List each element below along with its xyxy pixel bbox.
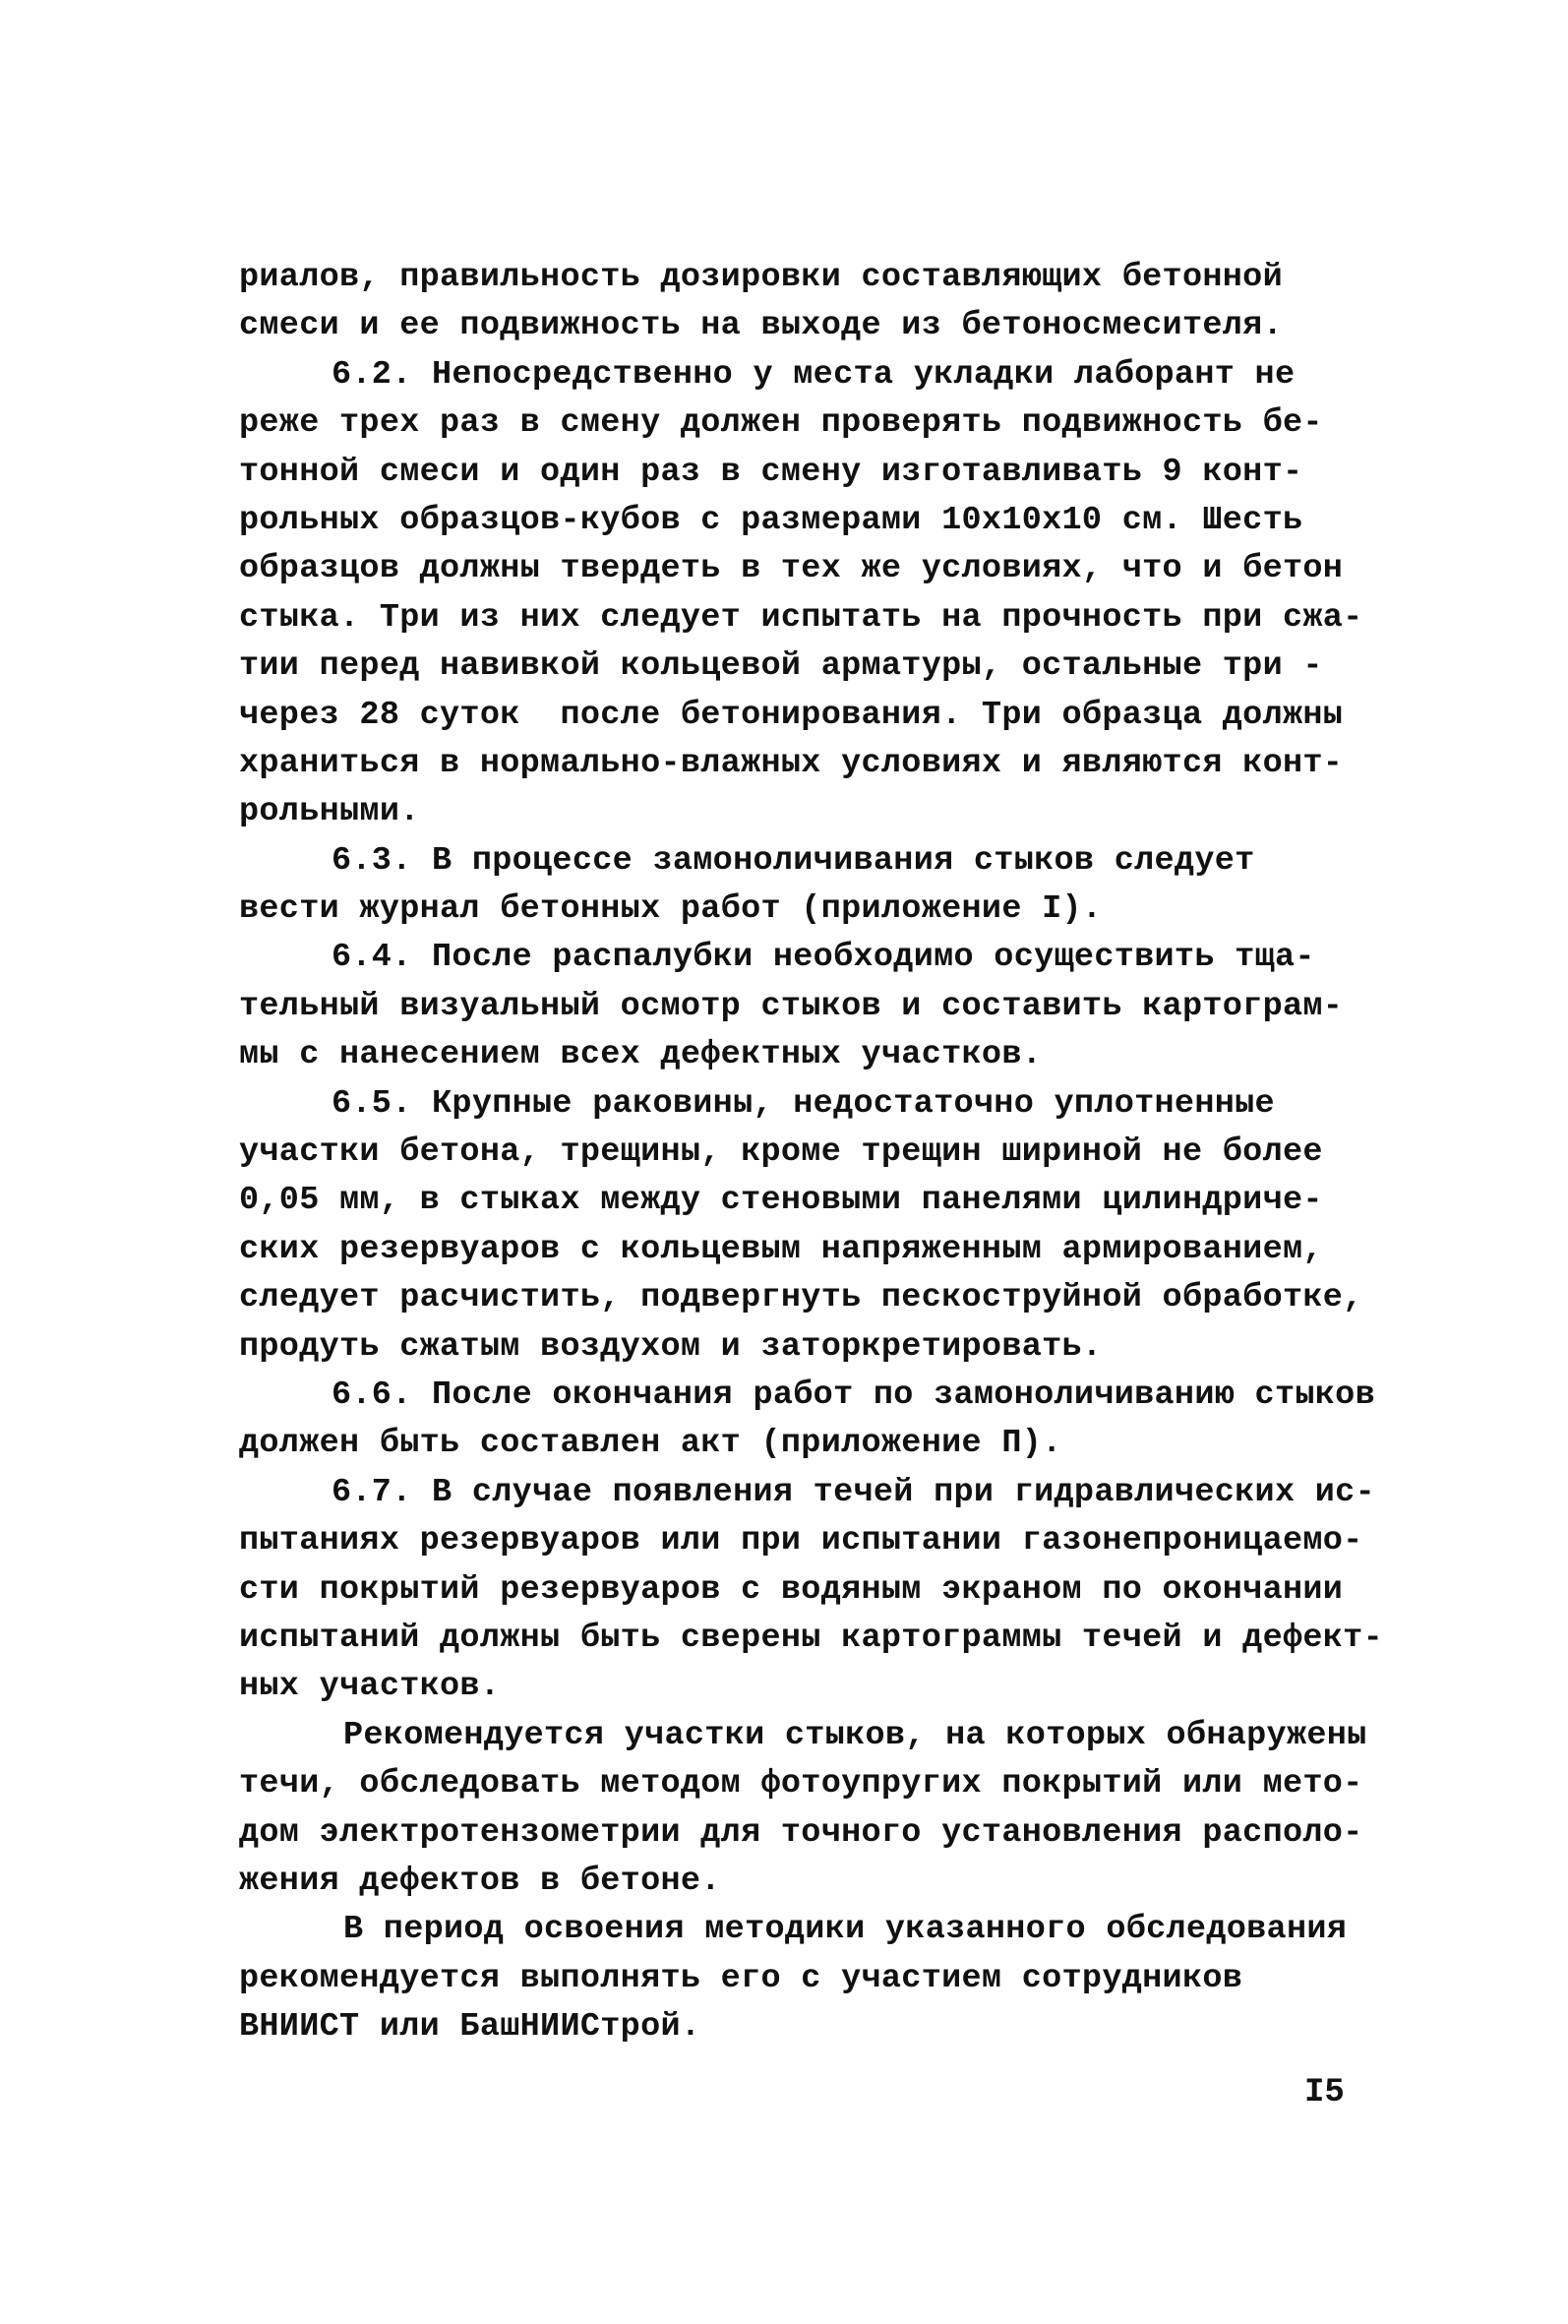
text-line: 6.3. В процессе замоноличивания стыков следует	[332, 841, 1255, 880]
text-line: рекомендуется выполнять его с участием сотрудников	[239, 1959, 1243, 1997]
text-line: рольных образцов-кубов с размерами 10х10х10 см. Шесть	[239, 501, 1303, 539]
text-line: течи, обследовать методом фотоупругих покрытий или мето-	[239, 1765, 1363, 1804]
text-line: вести журнал бетонных работ (приложение I).	[239, 890, 1103, 929]
text-line: тонной смеси и один раз в смену изготавливать 9 конт-	[239, 453, 1303, 491]
text-line: пытаниях резервуаров или при испытании газонепроницаемо-	[239, 1522, 1363, 1560]
text-line: 6.5. Крупные раковины, недостаточно уплотненные	[332, 1084, 1275, 1123]
text-line: 6.4. После распалубки необходимо осуществить тща-	[332, 939, 1315, 977]
text-line: участки бетона, трещины, кроме трещин шириной не более	[239, 1133, 1323, 1172]
text-line: тии перед навивкой кольцевой арматуры, остальные три -	[239, 647, 1323, 686]
text-line: 6.6. После окончания работ по замоноличиванию стыков	[332, 1376, 1375, 1414]
text-line: через 28 суток после бетонирования. Три образца должны	[239, 696, 1344, 734]
text-line: рольными.	[239, 793, 420, 831]
text-line: 6.2. Непосредственно у места укладки лаборант не	[332, 355, 1296, 394]
text-line: мы с нанесением всех дефектных участков.	[239, 1036, 1043, 1074]
text-line: испытаний должны быть сверены картограммы течей и дефект-	[239, 1619, 1383, 1657]
text-line: ВНИИСТ или БашНИИСтрой.	[239, 2008, 701, 2047]
text-line: сти покрытий резервуаров с водяным экраном по окончании	[239, 1570, 1344, 1609]
document-body	[239, 254, 1469, 2051]
text-line: ских резервуаров с кольцевым напряженным армированием,	[239, 1230, 1323, 1268]
text-line: реже трех раз в смену должен проверять подвижность бе-	[239, 404, 1323, 443]
text-line: смеси и ее подвижность на выходе из бетоносмесителя.	[239, 307, 1283, 345]
page-number: I5	[1304, 2074, 1345, 2111]
text-line: должен быть составлен акт (приложение П).	[239, 1425, 1062, 1463]
text-line: ных участков.	[239, 1668, 501, 1706]
text-line: В период освоения методики указанного обследования	[343, 1911, 1348, 1949]
text-line: 6.7. В случае появления течей при гидравлических ис-	[332, 1473, 1375, 1511]
text-line: образцов должны твердеть в тех же условиях, что и бетон	[239, 550, 1344, 588]
text-line: Рекомендуется участки стыков, на которых обнаружены	[343, 1716, 1367, 1754]
text-line: дом электротензометрии для точного установления располо-	[239, 1813, 1363, 1852]
text-line: храниться в нормально-влажных условиях и являются конт-	[239, 744, 1344, 782]
text-line: стыка. Три из них следует испытать на прочность при сжа-	[239, 598, 1363, 637]
text-line: риалов, правильность дозировки составляющих бетонной	[239, 259, 1283, 296]
text-line: следует расчистить, подвергнуть пескоструйной обработке,	[239, 1279, 1363, 1317]
text-line: тельный визуальный осмотр стыков и составить картограм-	[239, 987, 1344, 1025]
text-line: жения дефектов в бетоне.	[239, 1862, 721, 1900]
text-line: продуть сжатым воздухом и заторкретировать.	[239, 1327, 1103, 1366]
text-line: 0,05 мм, в стыках между стеновыми панелями цилиндриче-	[239, 1182, 1323, 1220]
